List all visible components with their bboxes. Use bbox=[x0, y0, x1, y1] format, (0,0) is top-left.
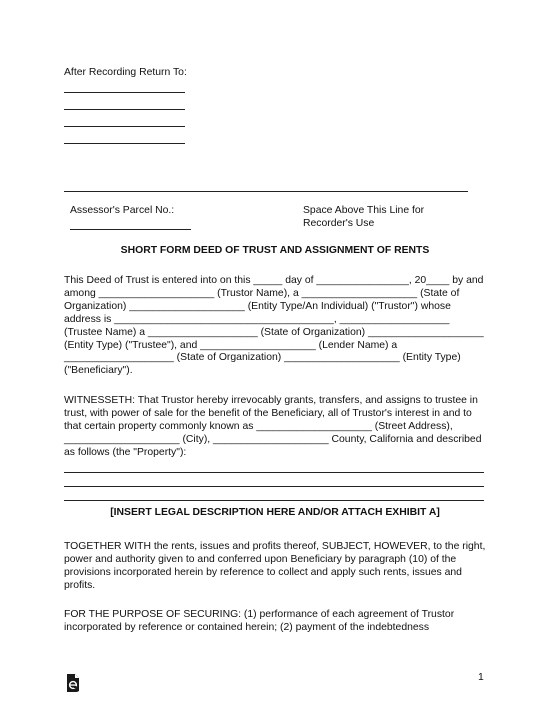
legal-description-line-1 bbox=[64, 472, 484, 473]
return-line-1 bbox=[64, 92, 185, 93]
legal-description-line-2 bbox=[64, 486, 484, 487]
return-to-label: After Recording Return To: bbox=[64, 67, 187, 78]
legal-description-placeholder: [INSERT LEGAL DESCRIPTION HERE AND/OR ATTACH EXHIBIT A] bbox=[110, 507, 440, 518]
purpose-paragraph: FOR THE PURPOSE OF SECURING: (1) performance of each agreement of Trustor incorporated by reference or contained herein; (2) payment of the indebtedness bbox=[64, 609, 455, 633]
return-line-4 bbox=[64, 143, 185, 144]
parcel-number-line bbox=[70, 229, 191, 230]
return-line-2 bbox=[64, 109, 185, 110]
recorder-separator-line bbox=[64, 191, 468, 192]
together-paragraph: TOGETHER WITH the rents, issues and profits thereof, SUBJECT, HOWEVER, to the right, power and authority given to and conferred upon Beneficiary by paragraph (10) of the provisions incorporated herein by reference to collect and apply such rents, issues and profits. bbox=[64, 541, 486, 591]
intro-paragraph: This Deed of Trust is entered into on this _____ day of ________________, 20____ by and among ____________________ (Trustor Name), a ____________________ (State of Organization) ____________________ (Entity Type/An Individual) ("Trustor") whose address is ______________________________________, ___________________ (Trustee Name) a ___________________ (State of Organization) ____________________ (Entity Type) ("Trustee"), and ____________________ (Lender Name) a ___________________ (State of Organization) ____________________ (Entity Type) ("Beneficiary"). bbox=[64, 275, 484, 377]
parcel-label: Assessor's Parcel No.: bbox=[70, 205, 175, 216]
witnesseth-paragraph: WITNESSETH: That Trustor hereby irrevocably grants, transfers, and assigns to trustee in trust, with power of sale for the benefit of the Beneficiary, all of Trustor's interest in and to that certain property commonly known as ____________________ (Street Address), ____________________ (City), ____________________ County, California and described as follows (the "Property"): bbox=[64, 395, 482, 458]
return-line-3 bbox=[64, 126, 185, 127]
recorders-use-label: Recorder's Use bbox=[303, 218, 375, 229]
page-number: 1 bbox=[478, 672, 484, 683]
legal-description-line-3 bbox=[64, 500, 484, 501]
space-above-label: Space Above This Line for bbox=[303, 205, 425, 216]
document-e-logo-icon bbox=[66, 674, 80, 692]
document-title: SHORT FORM DEED OF TRUST AND ASSIGNMENT OF RENTS bbox=[120, 245, 430, 256]
